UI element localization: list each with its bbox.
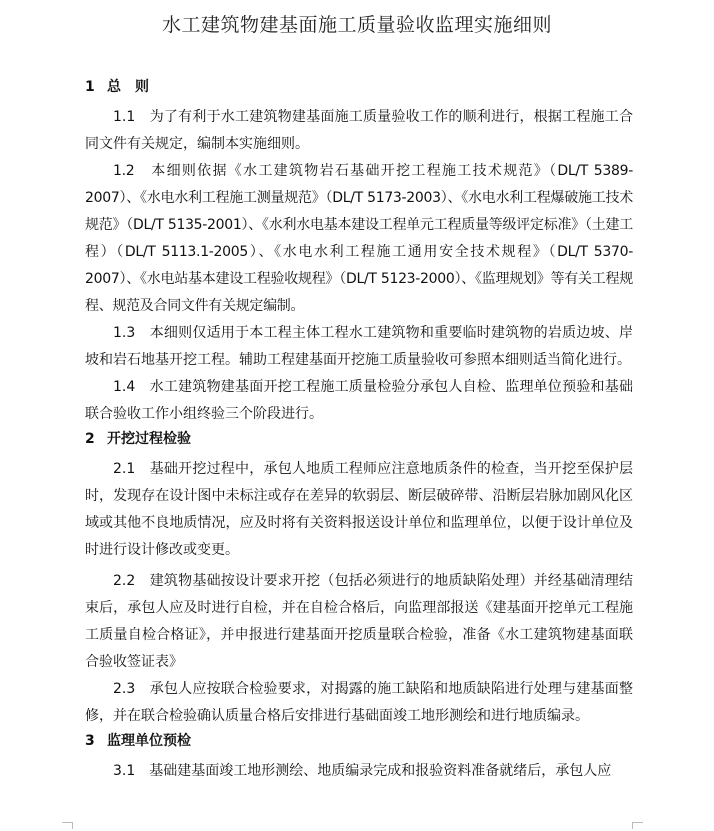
section-heading xyxy=(85,428,633,450)
section-title: 开挖过程检验 xyxy=(107,431,191,447)
paragraph: 1.3 本细则仅适用于本工程主体工程水工建筑物和重要临时建筑物的岩质边坡、岸坡和岩石地基开挖工程。辅助工程建基面开挖施工质量验收可参照本细则适当简化进行。 xyxy=(85,325,633,368)
paragraph: 1.4 水工建筑物建基面开挖工程施工质量检验分承包人自检、监理单位预验和基础联合验收工作小组终验三个阶段进行。 xyxy=(85,379,633,422)
page-corner-mark xyxy=(62,822,73,829)
paragraph: 1.2 本细则依据《水工建筑物岩石基础开挖工程施工技术规范》（DL/T 5389-2007）、《水电水利工程施工测量规范》（DL/T 5173-2003）、《水电水利工程爆破施工技术规范》（DL/T 5135-2001）、《水利水电基本建设工程单元工程质量等级评定标准》（土建工程）（DL/T 5113.1-2005）、《水电水利工程施工通用安全技术规程》（DL/T 5370-2007）、《水电站基本建设工程验收规程》（DL/T 5123-2000）、《监理规划》等有关工程规程、规范及合同文件有关规定编制。 xyxy=(85,163,633,314)
paragraph: 1.1 为了有利于水工建筑物建基面施工质量验收工作的顺利进行，根据工程施工合同文件有关规定，编制本实施细则。 xyxy=(85,109,633,152)
document-title: 水工建筑物建基面施工质量验收监理实施细则 xyxy=(161,14,552,36)
document-body xyxy=(85,76,633,785)
section-heading xyxy=(85,76,633,98)
page-corner-mark xyxy=(632,822,643,829)
paragraph: 3.1 基础建基面竣工地形测绘、地质编录完成和报验资料准备就绪后，承包人应 xyxy=(113,763,612,779)
section-heading xyxy=(85,730,633,752)
section-number: 1 xyxy=(85,79,95,95)
paragraph: 2.2 建筑物基础按设计要求开挖（包括必须进行的地质缺陷处理）并经基础清理结束后，承包人应及时进行自检，并在自检合格后，向监理部报送《建基面开挖单元工程施工质量自检合格证》，并申报进行建基面开挖质量联合检验，准备《水工建筑物建基面联合验收签证表》 xyxy=(85,573,633,670)
section-number: 3 xyxy=(85,733,95,749)
paragraph: 2.1 基础开挖过程中，承包人地质工程师应注意地质条件的检查，当开挖至保护层时，发现存在设计图中未标注或存在差异的软弱层、断层破碎带、沿断层岩脉加剧风化区域或其他不良地质情况，应及时将有关资料报送设计单位和监理单位，以便于设计单位及时进行设计修改或变更。 xyxy=(85,461,633,558)
section-number: 2 xyxy=(85,431,95,447)
section-title: 监理单位预检 xyxy=(107,733,191,749)
paragraph: 2.3 承包人应按联合检验要求，对揭露的施工缺陷和地质缺陷进行处理与建基面整修，并在联合检验确认质量合格后安排进行基础面竣工地形测绘和进行地质编录。 xyxy=(85,681,633,724)
section-title: 总 则 xyxy=(107,79,149,95)
